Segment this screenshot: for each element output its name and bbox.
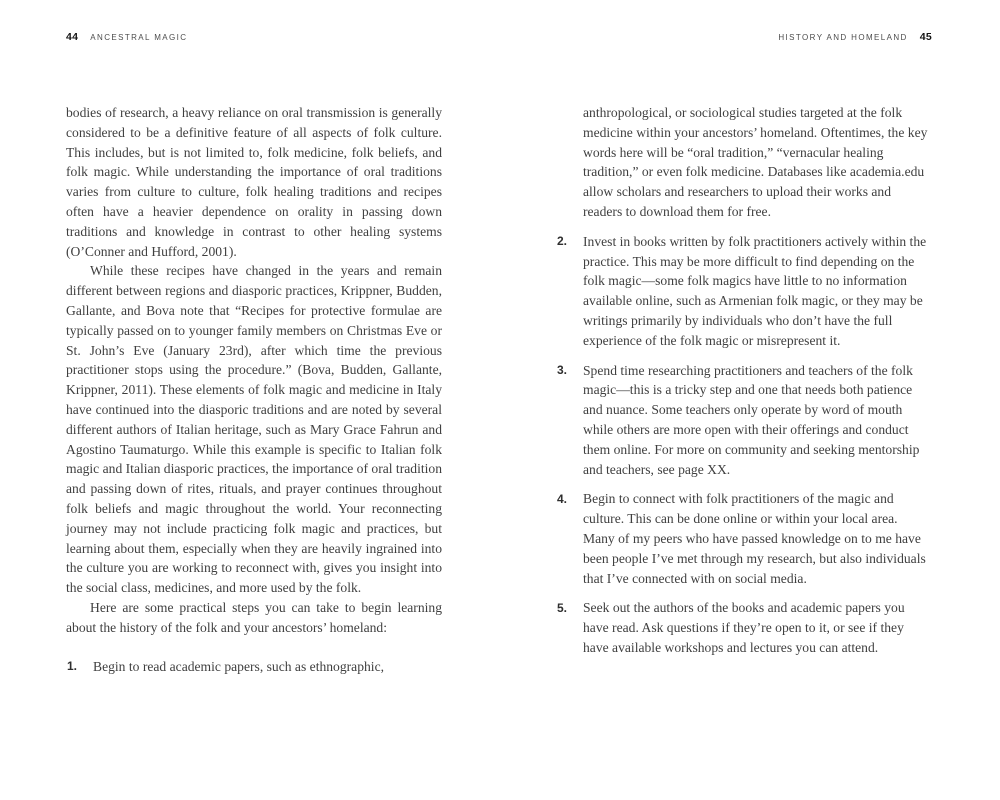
body-paragraph: Here are some practical steps you can take to begin learning about the history of the folk and your ancestors’ homeland:: [66, 599, 442, 635]
list-item-number: 3.: [557, 363, 568, 378]
list-item: [556, 598, 932, 657]
list-item-text: Begin to read academic papers, such as ethnographic,: [93, 658, 385, 674]
list-item-text: Seek out the authors of the books and academic papers you have read. Ask questions if they’re open to it, or see if they have available workshops and lectures you can attend.: [583, 600, 905, 655]
running-head-left: [66, 31, 187, 43]
page-number-right: 45: [919, 31, 932, 43]
running-head-right-title: HISTORY AND HOMELAND: [778, 33, 908, 42]
running-head-right: [778, 31, 932, 43]
left-page-body: [66, 103, 442, 686]
numbered-list-left: [66, 657, 442, 677]
list-item-number: 4.: [557, 491, 568, 506]
list-item-number: 2.: [557, 234, 568, 249]
list-item-text: Begin to connect with folk practitioners of the magic and culture. This can be done online or within your local area. Many of my peers who have passed knowledge on to me have been people I’ve met through my research, but also individuals that I’ve connected with on social media.: [583, 491, 926, 586]
list-item-text: Invest in books written by folk practitioners actively within the practice. This may be more difficult to find depending on the folk magic—some folk magics have little to no information available online, such as Armenian folk magic, or they may be writings primarily by individuals who don’t have the full experience of the folk magic or misrepresent it.: [583, 233, 927, 348]
list-item-text: anthropological, or sociological studies targeted at the folk medicine within your ancestors’ homeland. Oftentimes, the key words here will be “oral tradition,” “vernacular healing tradition,” or even folk medicine. Databases like academia.edu allow scholars and researchers to upload their works and readers to download them for free.: [583, 105, 928, 219]
page-number-left: 44: [66, 31, 79, 43]
list-item-number: 1.: [67, 659, 78, 674]
body-paragraph: bodies of research, a heavy reliance on oral transmission is generally considered to be a definitive feature of all aspects of folk culture. This includes, but is not limited to, folk medicine, folk beliefs, and folk magic. While understanding the importance of oral traditions varies from culture to culture, folk healing traditions and recipes often have a heavier dependence on orality in passing down traditions and knowledge in contrast to other healing systems (O’Conner and Hufford, 2001).: [66, 105, 442, 259]
list-item-number: 5.: [557, 600, 568, 615]
right-page-body: [556, 103, 932, 668]
running-head-left-title: ANCESTRAL MAGIC: [90, 33, 188, 42]
list-item: [66, 657, 442, 677]
list-item: [556, 361, 932, 480]
list-item: [556, 489, 932, 588]
list-item-continuation: [556, 103, 932, 222]
list-item: [556, 232, 932, 351]
numbered-list-right: [556, 103, 932, 658]
body-paragraph: While these recipes have changed in the years and remain different between regions and diasporic practices, Krippner, Budden, Gallante, and Bova note that “Recipes for protective formulae are typically passed on to younger family members on Christmas Eve or St. John’s Eve (January 23rd), after which time the previous practitioner stops using the procedure.” (Bova, Budden, Gallante, Krippner, 2011). These elements of folk magic and medicine in Italy have continued into the diasporic traditions and are noted by several different authors of Italian heritage, such as Mary Grace Fahrun and Agostino Taumaturgo. While this example is specific to Italian folk magic and Italian diasporic practices, the importance of oral tradition and passing down of rites, rituals, and prayer continues throughout folk beliefs and magic throughout the world. Your reconnecting journey may not include practicing folk magic and practices, but learning about them, especially when they are heavily ingrained into the culture you are working to reconnect with, gives you insight into the social class, medicines, and more used by the folk.: [66, 263, 442, 596]
list-item-text: Spend time researching practitioners and teachers of the folk magic—this is a tricky step and one that needs both patience and nuance. Some teachers only operate by word of mouth while others are more open with their offerings and conduct them online. For more on community and seeking mentorship and teachers, see page XX.: [583, 362, 920, 477]
